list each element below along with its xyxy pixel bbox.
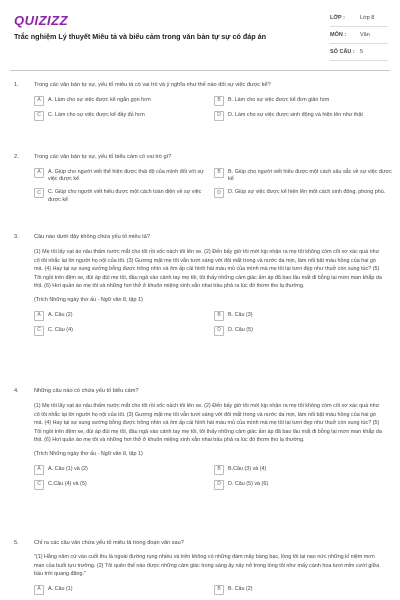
question-text: Câu nào dưới đây không chứa yếu tố miêu tả? <box>34 234 150 240</box>
option-letter: B <box>214 168 224 178</box>
question-number: 2. <box>14 154 19 160</box>
option-letter: A <box>34 465 44 475</box>
options <box>34 96 386 121</box>
option-text: C. Làm cho sự việc được kể đầy đủ hơn <box>48 112 145 118</box>
option-letter: C <box>34 111 44 121</box>
option-a[interactable] <box>34 465 212 475</box>
meta-value: Lớp 8 <box>360 15 375 21</box>
options <box>34 585 386 595</box>
option-b[interactable] <box>214 585 392 595</box>
option-b[interactable] <box>214 168 392 183</box>
question-text: Trong các văn bản tự sự, yếu tố biểu cảm có vai trò gì? <box>34 154 172 160</box>
option-text: B.Câu (3) và (4) <box>228 465 267 472</box>
option-letter: B <box>214 311 224 321</box>
option-d[interactable] <box>214 326 392 336</box>
option-b[interactable] <box>214 311 392 321</box>
option-letter: B <box>214 585 224 595</box>
option-text: D. Câu (5) <box>228 326 253 333</box>
option-letter: A <box>34 168 44 178</box>
options <box>34 168 392 204</box>
option-d[interactable] <box>214 188 392 203</box>
question-number: 4. <box>14 388 19 394</box>
option-text: C. Giúp cho người viết hiểu được một cách toàn diện về sự việc được kể <box>48 189 202 203</box>
option-c[interactable] <box>34 188 212 203</box>
meta-row-subject <box>330 27 388 44</box>
passage: "(1) Hằng năm cứ vào cuối thu lá ngoài đường rụng nhiều và trên không có những đám mây bàng bạc, lòng tôi lại nao nức những kỉ niệm mơn man của buổi tựu trường. (2) Tôi quên thế nào được những cảm giác trong sáng ấy nảy nở trong lòng tôi như mấy cành hoa tươi mỉm cười giữa bầu trời quang đãng." <box>34 554 380 578</box>
option-letter: B <box>214 96 224 106</box>
header <box>0 0 400 70</box>
option-text: D. Giúp sự việc được kể hiện lên một cách sinh động, phong phú. <box>228 189 386 196</box>
option-c[interactable] <box>34 326 212 336</box>
question-header <box>14 540 386 546</box>
option-c[interactable] <box>34 480 212 490</box>
quizizz-logo: QUIZIZZ <box>14 13 69 28</box>
page-title: Trắc nghiệm Lý thuyết Miêu tả và biểu cảm trong văn bản tự sự có đáp án <box>14 32 267 41</box>
meta-value: Văn <box>360 32 370 38</box>
meta-key: LỚP : <box>330 15 345 21</box>
option-text: B. Làm cho sự việc được kể đơn giản hơn <box>228 97 330 103</box>
question-4 <box>14 388 386 490</box>
option-letter: A <box>34 585 44 595</box>
option-text: A. Câu (2) <box>48 311 73 318</box>
passage-source: (Trích Những ngày thơ ấu - Ngữ văn 8, tập 1) <box>34 296 143 303</box>
option-a[interactable] <box>34 311 212 321</box>
option-text: B. Câu (2) <box>228 585 253 592</box>
option-text: C.Câu (4) và (5) <box>48 480 87 487</box>
question-3 <box>14 234 386 336</box>
option-text: B. Giúp cho người viết hiểu được một cách sâu sắc về sự việc được kể <box>228 169 392 183</box>
meta-table <box>330 10 388 61</box>
question-5 <box>14 540 386 595</box>
question-header <box>14 82 386 88</box>
option-b[interactable] <box>214 465 392 475</box>
meta-row-count <box>330 44 388 61</box>
header-divider <box>10 70 390 71</box>
question-2 <box>14 154 392 204</box>
option-a[interactable] <box>34 96 212 106</box>
question-text: Trong các văn bản tự sự, yếu tố miêu tả có vai trò và ý nghĩa như thế nào đối sự việc được kể? <box>34 82 271 88</box>
question-header <box>14 154 386 160</box>
question-text: Những câu nào có chứa yếu tố biểu cảm? <box>34 388 139 394</box>
question-number: 3. <box>14 234 19 240</box>
passage: (1) Mẹ tôi lấy vạt áo nâu thấm nước mắt cho tôi rồi xốc nách tôi lên xe. (2) Đến bấy giờ tôi mới kịp nhận ra mẹ tôi không còm cõi xơ xác quá như cô tôi nhắc lại lời người họ nội của tôi. (3) Gương mặt mẹ tôi vẫn tươi sáng với đôi mắt trong và nước da mịn, làm nổi bật màu hồng của hai gò má. (4) Hay tại sự sung sướng bỗng được trông nhìn và ôm ấp cái hình hài máu mủ của mình mà mẹ tôi lại tươi đẹp như thuở còn sung túc? (5) Tôi ngồi trên đệm xe, đùi áp đùi mẹ tôi, đầu ngả vào cánh tay mẹ tôi, tôi thấy những cảm giác ấm áp đã bao lâu mất đi bỗng lại mơn man khắp da thịt. (6) Hơi quần áo mẹ tôi và những hơi thở ở khuôn miệng xinh xắn nhai trầu phả ra lúc đó thơm tho lạ thường. <box>34 249 382 290</box>
meta-value: 5 <box>360 49 364 55</box>
question-header <box>14 388 386 394</box>
meta-row-grade <box>330 10 388 27</box>
question-text: Chỉ ra các câu văn chứa yếu tố miêu tả trong đoạn văn sau? <box>34 540 184 546</box>
option-d[interactable] <box>214 480 392 490</box>
options <box>34 465 386 490</box>
passage-source: (Trích Những ngày thơ ấu - Ngữ văn 8, tập 1) <box>34 450 143 457</box>
option-letter: D <box>214 326 224 336</box>
option-text: A. Làm cho sự việc được kể ngắn gọn hơn <box>48 97 151 103</box>
option-text: D. Câu (5) và (6) <box>228 480 269 487</box>
option-letter: D <box>214 188 224 198</box>
question-number: 5. <box>14 540 19 546</box>
meta-key: SỐ CÂU : <box>330 49 355 55</box>
option-b[interactable] <box>214 96 392 106</box>
question-1 <box>14 82 386 121</box>
option-d[interactable] <box>214 111 392 121</box>
question-header <box>14 234 386 240</box>
option-text: B. Câu (3) <box>228 311 253 318</box>
option-letter: D <box>214 480 224 490</box>
option-letter: C <box>34 480 44 490</box>
question-number: 1. <box>14 82 19 88</box>
option-text: D. Làm cho sự việc được sinh động và hiện lên như thật <box>228 112 363 118</box>
option-a[interactable] <box>34 168 212 183</box>
option-letter: B <box>214 465 224 475</box>
options <box>34 311 386 336</box>
option-a[interactable] <box>34 585 212 595</box>
meta-key: MÔN : <box>330 32 347 38</box>
option-c[interactable] <box>34 111 212 121</box>
option-letter: C <box>34 326 44 336</box>
option-letter: A <box>34 96 44 106</box>
option-text: A. Câu (1) và (2) <box>48 465 88 472</box>
passage: (1) Mẹ tôi lấy vạt áo nâu thấm nước mắt cho tôi rồi xốc nách tôi lên xe. (2) Đến bấy giờ tôi mới kịp nhận ra mẹ tôi không còm cõi xơ xác quá như cô tôi nhắc lại lời người họ nội của tôi. (3) Gương mặt mẹ tôi vẫn tươi sáng với đôi mắt trong và nước da mịn, làm nổi bật màu hồng của hai gò má. (4) Hay tại sự sung sướng bỗng được trông nhìn và ôm ấp cái hình hài máu mủ của mình mà mẹ tôi lại tươi đẹp như thuở còn sung túc? (5) Tôi ngồi trên đệm xe, đùi áp đùi mẹ tôi, đầu ngả vào cánh tay mẹ tôi, tôi thấy những cảm giác ấm áp đã bao lâu mất đi bỗng lại mơn man khắp da thịt. (6) Hơi quần áo mẹ tôi và những hơi thở ở khuôn miệng xinh xắn nhai trầu phả ra lúc đó thơm tho lạ thường. <box>34 403 382 444</box>
option-text: A. Câu (1) <box>48 585 73 592</box>
option-letter: C <box>34 188 44 198</box>
option-text: A. Giúp cho người viết thể hiện được thái độ của mình đối với sự việc được kể <box>48 169 204 183</box>
option-letter: D <box>214 111 224 121</box>
option-letter: A <box>34 311 44 321</box>
option-text: C. Câu (4) <box>48 326 73 333</box>
